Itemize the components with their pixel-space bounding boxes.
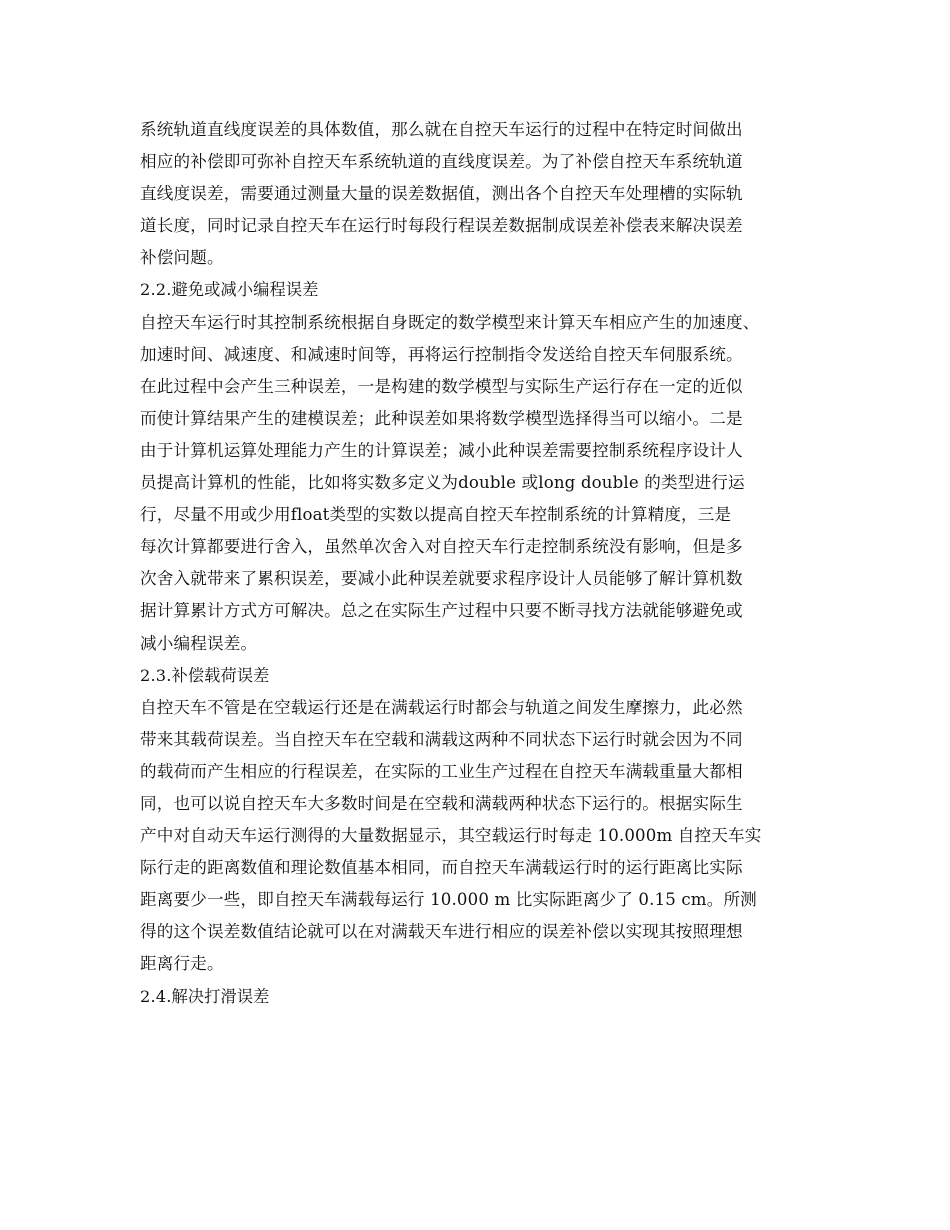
paragraph-line: 行，尽量不用或少用float类型的实数以提高自控天车控制系统的计算精度，三是 [140,505,732,525]
document-body [140,114,830,1013]
section-heading: 2.4.解决打滑误差 [140,986,270,1006]
paragraph [140,114,830,274]
paragraph-line: 次舍入就带来了累积误差，要减小此种误差就要求程序设计人员能够了解计算机数 [140,569,743,589]
paragraph-line: 在此过程中会产生三种误差，一是构建的数学模型与实际生产运行存在一定的近似 [140,376,743,396]
paragraph-line: 产中对自动天车运行测得的大量数据显示，其空载运行时每走 10.000m 自控天车实 [140,826,762,846]
paragraph-line: 据计算累计方式方可解决。总之在实际生产过程中只要不断寻找方法就能够避免或 [140,601,743,621]
paragraph-line: 际行走的距离数值和理论数值基本相同，而自控天车满载运行时的运行距离比实际 [140,858,743,878]
paragraph-line: 直线度误差，需要通过测量大量的误差数据值，测出各个自控天车处理槽的实际轨 [140,184,743,204]
paragraph-line: 系统轨道直线度误差的具体数值，那么就在自控天车运行的过程中在特定时间做出 [140,120,743,139]
paragraph-line: 自控天车运行时其控制系统根据自身既定的数学模型来计算天车相应产生的加速度、 [140,312,760,332]
section-heading: 2.2.避免或减小编程误差 [140,280,319,300]
paragraph-line: 道长度，同时记录自控天车在运行时每段行程误差数据制成误差补偿表来解决误差 [140,216,743,236]
paragraph-line: 同，也可以说自控天车大多数时间是在空载和满载两种状态下运行的。根据实际生 [140,793,743,813]
paragraph-line: 的载荷而产生相应的行程误差，在实际的工业生产过程在自控天车满载重量大都相 [140,761,743,781]
paragraph-line: 距离行走。 [140,954,224,974]
paragraph-line: 补偿问题。 [140,248,224,268]
paragraph [140,692,830,981]
paragraph-line: 加速时间、减速度、和减速时间等，再将运行控制指令发送给自控天车伺服系统。 [140,344,743,364]
paragraph-line: 带来其载荷误差。当自控天车在空载和满载这两种不同状态下运行时就会因为不同 [140,729,743,749]
paragraph-line: 自控天车不管是在空载运行还是在满载运行时都会与轨道之间发生摩擦力，此必然 [140,697,743,717]
section-heading: 2.3.补偿载荷误差 [140,665,270,685]
paragraph-line: 距离要少一些，即自控天车满载每运行 10.000 m 比实际距离少了 0.15 cm。所测 [140,890,757,910]
paragraph-line: 每次计算都要进行舍入，虽然单次舍入对自控天车行走控制系统没有影响，但是多 [140,537,743,557]
paragraph-line: 由于计算机运算处理能力产生的计算误差；减小此种误差需要控制系统程序设计人 [140,440,743,460]
paragraph-line: 相应的补偿即可弥补自控天车系统轨道的直线度误差。为了补偿自控天车系统轨道 [140,152,743,172]
paragraph-line: 而使计算结果产生的建模误差；此种误差如果将数学模型选择得当可以缩小。二是 [140,408,743,428]
paragraph [140,307,830,660]
paragraph-line: 得的这个误差数值结论就可以在对满载天车进行相应的误差补偿以实现其按照理想 [140,922,743,942]
paragraph-line: 减小编程误差。 [140,633,258,653]
paragraph-line: 员提高计算机的性能，比如将实数多定义为double 或long double 的类型进行运 [140,473,745,493]
